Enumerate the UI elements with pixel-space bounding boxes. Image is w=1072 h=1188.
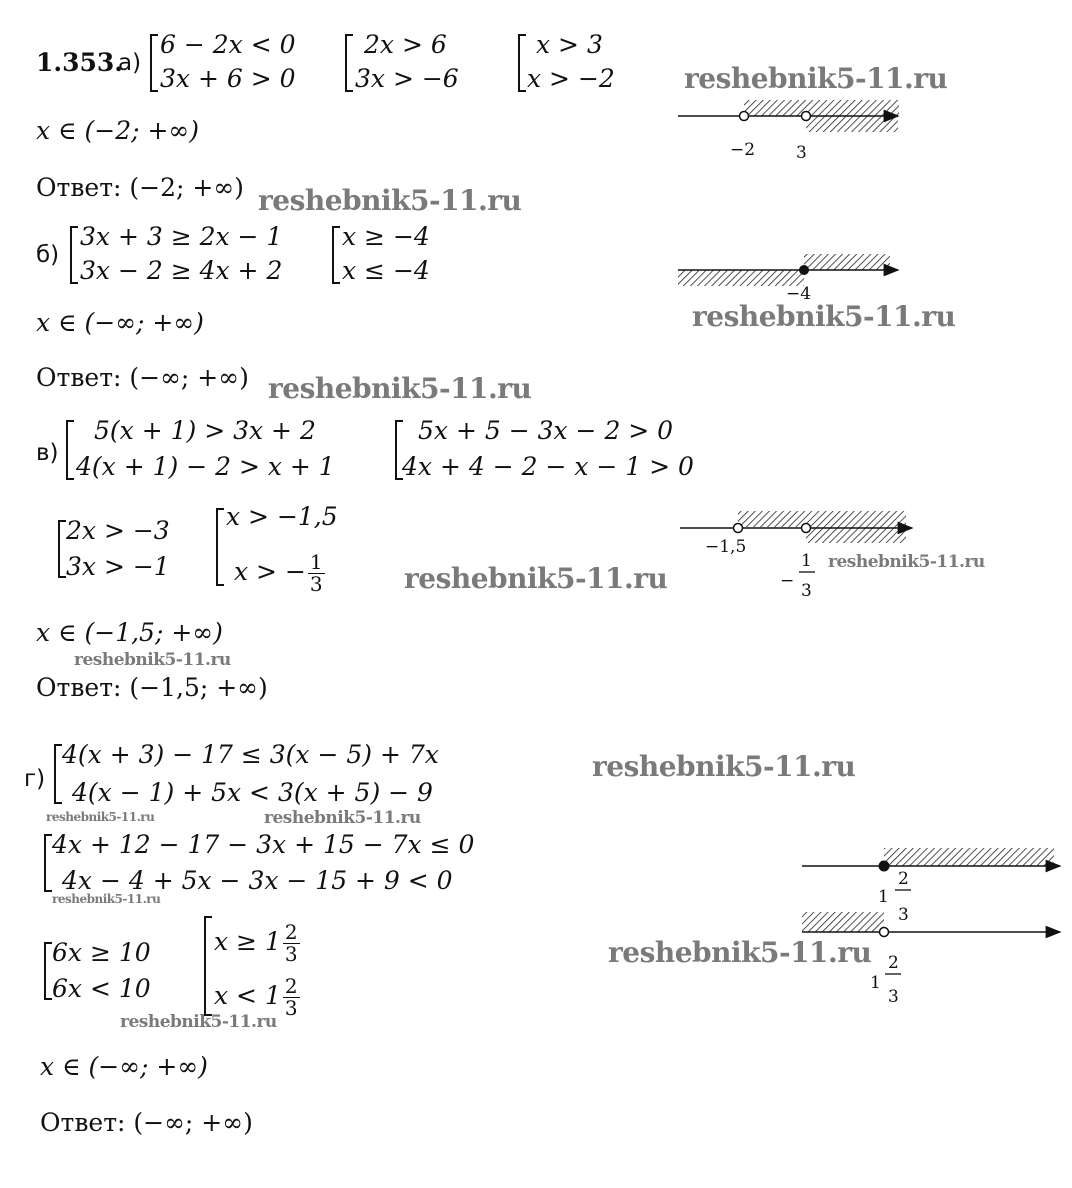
equation-line: x > 3: [536, 30, 603, 59]
answer-line: Ответ: (−2; +∞): [36, 173, 244, 202]
fraction-denominator: 3: [284, 942, 298, 966]
fraction-numerator: 1: [309, 550, 323, 574]
axis-label: 3: [796, 143, 807, 163]
equation-line: x ≥ −4: [342, 222, 430, 251]
fraction: [308, 552, 325, 595]
axis-label: 1: [801, 551, 812, 571]
equation-line: 5x + 5 − 3x − 2 > 0: [418, 416, 674, 445]
equation-line: x > −2: [527, 64, 615, 93]
fraction-numerator: 2: [284, 920, 298, 944]
axis-label: 3: [888, 987, 899, 1007]
watermark: reshebnik5-11.ru: [592, 750, 856, 783]
axis-label: 3: [801, 581, 812, 601]
equation-line: 4(x − 1) + 5x < 3(x + 5) − 9: [72, 778, 433, 807]
part-g-label: г): [24, 766, 46, 792]
system-bracket: [44, 834, 52, 892]
result-line: x ∈ (−∞; +∞): [36, 308, 204, 337]
equation-line: 5(x + 1) > 3x + 2: [94, 416, 316, 445]
equation-line: [214, 922, 300, 965]
equation-line: 4x + 4 − 2 − x − 1 > 0: [402, 452, 694, 481]
watermark: reshebnik5-11.ru: [46, 810, 155, 824]
equation-text: x > −: [234, 557, 306, 586]
system-bracket: [66, 420, 74, 480]
watermark: reshebnik5-11.ru: [258, 184, 522, 217]
equation-line: 4x − 4 + 5x − 3x − 15 + 9 < 0: [62, 866, 453, 895]
equation-text: x ≥ 1: [214, 927, 281, 956]
watermark: reshebnik5-11.ru: [120, 1012, 277, 1032]
fraction-numerator: 2: [284, 974, 298, 998]
watermark: reshebnik5-11.ru: [264, 808, 421, 828]
fraction: [283, 976, 300, 1019]
equation-line: 3x > −1: [66, 552, 170, 581]
equation-text: x < 1: [214, 981, 281, 1010]
equation-line: 3x + 3 ≥ 2x − 1: [80, 222, 283, 251]
result-line: x ∈ (−2; +∞): [36, 116, 200, 145]
equation-line: 6x ≥ 10: [52, 938, 151, 967]
equation-line: 4(x + 3) − 17 ≤ 3(x − 5) + 7x: [62, 740, 439, 769]
answer-line: Ответ: (−∞; +∞): [36, 363, 249, 392]
axis-label: −1,5: [705, 537, 747, 557]
system-bracket: [54, 744, 62, 804]
equation-line: x > −1,5: [226, 502, 338, 531]
equation-line: 3x > −6: [355, 64, 459, 93]
answer-line: Ответ: (−1,5; +∞): [36, 673, 268, 702]
part-a-label: а): [118, 50, 142, 76]
axis-label: 1: [870, 973, 881, 993]
answer-line: Ответ: (−∞; +∞): [40, 1108, 253, 1137]
system-bracket: [58, 520, 66, 578]
system-bracket: [204, 916, 212, 1016]
part-b-label: б): [36, 242, 60, 268]
equation-line: 4(x + 1) − 2 > x + 1: [76, 452, 335, 481]
equation-line: 6x < 10: [52, 974, 151, 1003]
axis-label: 2: [888, 953, 899, 973]
system-bracket: [332, 226, 340, 284]
axis-label: −2: [730, 140, 756, 160]
equation-line: 6 − 2x < 0: [160, 30, 296, 59]
watermark: reshebnik5-11.ru: [268, 372, 532, 405]
system-bracket: [44, 942, 52, 1000]
problem-number: 1.353.: [36, 48, 123, 77]
equation-line: 3x − 2 ≥ 4x + 2: [80, 256, 283, 285]
watermark: reshebnik5-11.ru: [684, 62, 948, 95]
axis-label: 2: [898, 869, 909, 889]
part-v-label: в): [36, 440, 59, 466]
fraction-denominator: 3: [284, 996, 298, 1020]
equation-line: x ≤ −4: [342, 256, 430, 285]
watermark: reshebnik5-11.ru: [692, 300, 956, 333]
fraction: [283, 922, 300, 965]
axis-label: −: [780, 571, 795, 591]
equation-line: 2x > −3: [66, 516, 170, 545]
fraction-denominator: 3: [309, 572, 323, 596]
watermark: reshebnik5-11.ru: [608, 936, 872, 969]
watermark: reshebnik5-11.ru: [404, 562, 668, 595]
equation-line: 4x + 12 − 17 − 3x + 15 − 7x ≤ 0: [52, 830, 475, 859]
equation-line: [234, 552, 325, 595]
result-line: x ∈ (−∞; +∞): [40, 1052, 208, 1081]
watermark: reshebnik5-11.ru: [828, 552, 985, 572]
axis-label: 1: [878, 887, 889, 907]
watermark: reshebnik5-11.ru: [52, 892, 161, 906]
axis-label: −4: [786, 284, 812, 304]
result-line: x ∈ (−1,5; +∞): [36, 618, 223, 647]
system-bracket: [216, 508, 224, 586]
system-bracket: [70, 226, 78, 284]
equation-line: 3x + 6 > 0: [160, 64, 296, 93]
axis-label: 3: [898, 905, 909, 925]
equation-line: 2x > 6: [364, 30, 447, 59]
watermark: reshebnik5-11.ru: [74, 650, 231, 670]
